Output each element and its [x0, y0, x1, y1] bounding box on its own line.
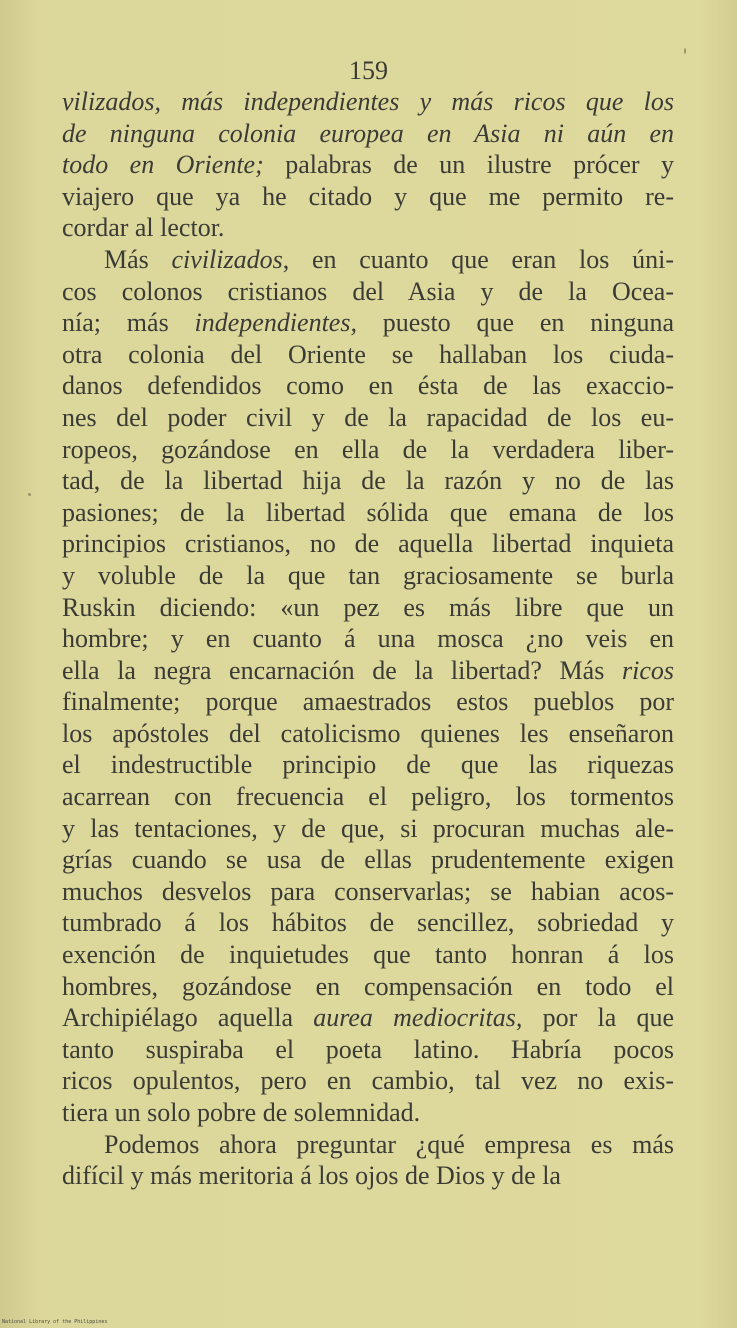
text-line	[62, 339, 674, 371]
text-line	[62, 149, 674, 181]
text-line	[62, 1002, 674, 1034]
text-line	[62, 655, 674, 687]
text-line	[62, 276, 674, 308]
text-line	[62, 560, 674, 592]
italic-text: ricos	[622, 655, 674, 685]
text-segment: difícil y más meritoria á los ojos de Dios y de la	[62, 1161, 561, 1191]
text-segment: Ruskin diciendo: «un pez es más libre que un	[62, 592, 674, 622]
text-line	[62, 592, 674, 624]
text-segment: viajero que ya he citado y que me permito re-	[62, 181, 674, 211]
page-number: 159	[349, 56, 388, 85]
text-line	[62, 939, 674, 971]
text-line	[62, 465, 674, 497]
print-speck	[684, 48, 686, 54]
text-line	[62, 781, 674, 813]
text-line	[62, 1065, 674, 1097]
text-segment: , en cuanto que eran los úni-	[282, 244, 674, 274]
text-line	[62, 118, 674, 150]
text-segment: por la que	[522, 1003, 674, 1033]
text-line	[62, 844, 674, 876]
text-segment: puesto que en ninguna	[356, 308, 674, 338]
text-line	[62, 1097, 674, 1129]
text-segment: los apóstoles del catolicismo quienes les enseñaron	[62, 718, 674, 748]
text-segment: nes del poder civil y de la rapacidad de los eu-	[62, 402, 674, 432]
text-segment: exención de inquietudes que tanto honran á los	[62, 940, 674, 970]
text-segment: y las tentaciones, y de que, si procuran muchas ale-	[62, 813, 674, 843]
italic-text: vilizados, más independientes y más ricos que los	[62, 87, 674, 116]
text-segment: tumbrado á los hábitos de sencillez, sobriedad y	[62, 908, 674, 938]
text-segment: grías cuando se usa de ellas prudentemente exigen	[62, 845, 674, 875]
text-segment: tiera un solo pobre de solemnidad.	[62, 1098, 421, 1127]
text-line	[62, 244, 674, 276]
text-segment: danos defendidos como en ésta de las exaccio-	[62, 371, 674, 401]
text-segment: el indestructible principio de que las riquezas	[62, 750, 674, 780]
text-segment: cordar al lector.	[62, 213, 225, 243]
text-line	[62, 434, 674, 466]
text-segment: Archipiélago aquella	[62, 1003, 314, 1033]
text-segment: tad, de la libertad hija de la razón y no de las	[62, 466, 674, 496]
italic-text: civilizados	[171, 244, 283, 274]
text-segment: cos colonos cristianos del Asia y de la Ocea-	[62, 276, 674, 306]
italic-text: todo en Oriente;	[62, 150, 264, 180]
text-line	[62, 86, 674, 118]
text-segment: hombre; y en cuanto á una mosca ¿no veis en	[62, 624, 674, 654]
text-line	[62, 1034, 674, 1066]
text-segment: Podemos ahora preguntar ¿qué empresa es más	[104, 1129, 674, 1159]
text-segment: muchos desvelos para conservarlas; se habian acos-	[62, 876, 674, 906]
text-line	[62, 370, 674, 402]
text-line	[62, 307, 674, 339]
print-speck	[28, 493, 31, 496]
italic-text: independientes,	[194, 308, 357, 338]
text-line	[62, 907, 674, 939]
text-line	[62, 181, 674, 213]
text-segment: Más	[104, 244, 172, 274]
text-line	[62, 497, 674, 529]
text-segment: acarrean con frecuencia el peligro, los tormentos	[62, 782, 674, 812]
text-segment: ropeos, gozándose en ella de la verdadera liber-	[62, 434, 674, 464]
text-segment: y voluble de la que tan graciosamente se burla	[62, 560, 674, 590]
italic-text: aurea mediocritas,	[313, 1003, 523, 1033]
text-segment: principios cristianos, no de aquella libertad inquieta	[62, 529, 674, 559]
text-line	[62, 212, 674, 244]
text-line	[62, 686, 674, 718]
text-line	[62, 749, 674, 781]
text-line	[62, 623, 674, 655]
text-segment: tanto suspiraba el poeta latino. Habría pocos	[62, 1034, 674, 1064]
text-line	[62, 402, 674, 434]
text-segment: finalmente; porque amaestrados estos pueblos por	[62, 687, 674, 717]
text-line	[62, 1129, 674, 1161]
italic-text: de ninguna colonia europea en Asia ni aún en	[62, 118, 674, 148]
text-segment: pasiones; de la libertad sólida que emana de los	[62, 497, 674, 527]
text-line	[62, 528, 674, 560]
body-text	[62, 86, 674, 1192]
text-segment: ricos opulentos, pero en cambio, tal vez no exis-	[62, 1066, 674, 1096]
footer-credit: National Library of the Philippines	[2, 1319, 108, 1325]
text-line	[62, 1160, 674, 1192]
text-segment: palabras de un ilustre prócer y	[263, 150, 675, 180]
text-segment: nía; más	[62, 308, 195, 338]
text-line	[62, 876, 674, 908]
text-line	[62, 718, 674, 750]
text-line	[62, 813, 674, 845]
text-segment: ella la negra encarnación de la libertad? Más	[62, 655, 622, 685]
text-segment: hombres, gozándose en compensación en todo el	[62, 971, 674, 1001]
text-line	[62, 971, 674, 1003]
text-segment: otra colonia del Oriente se hallaban los ciuda-	[62, 339, 674, 369]
